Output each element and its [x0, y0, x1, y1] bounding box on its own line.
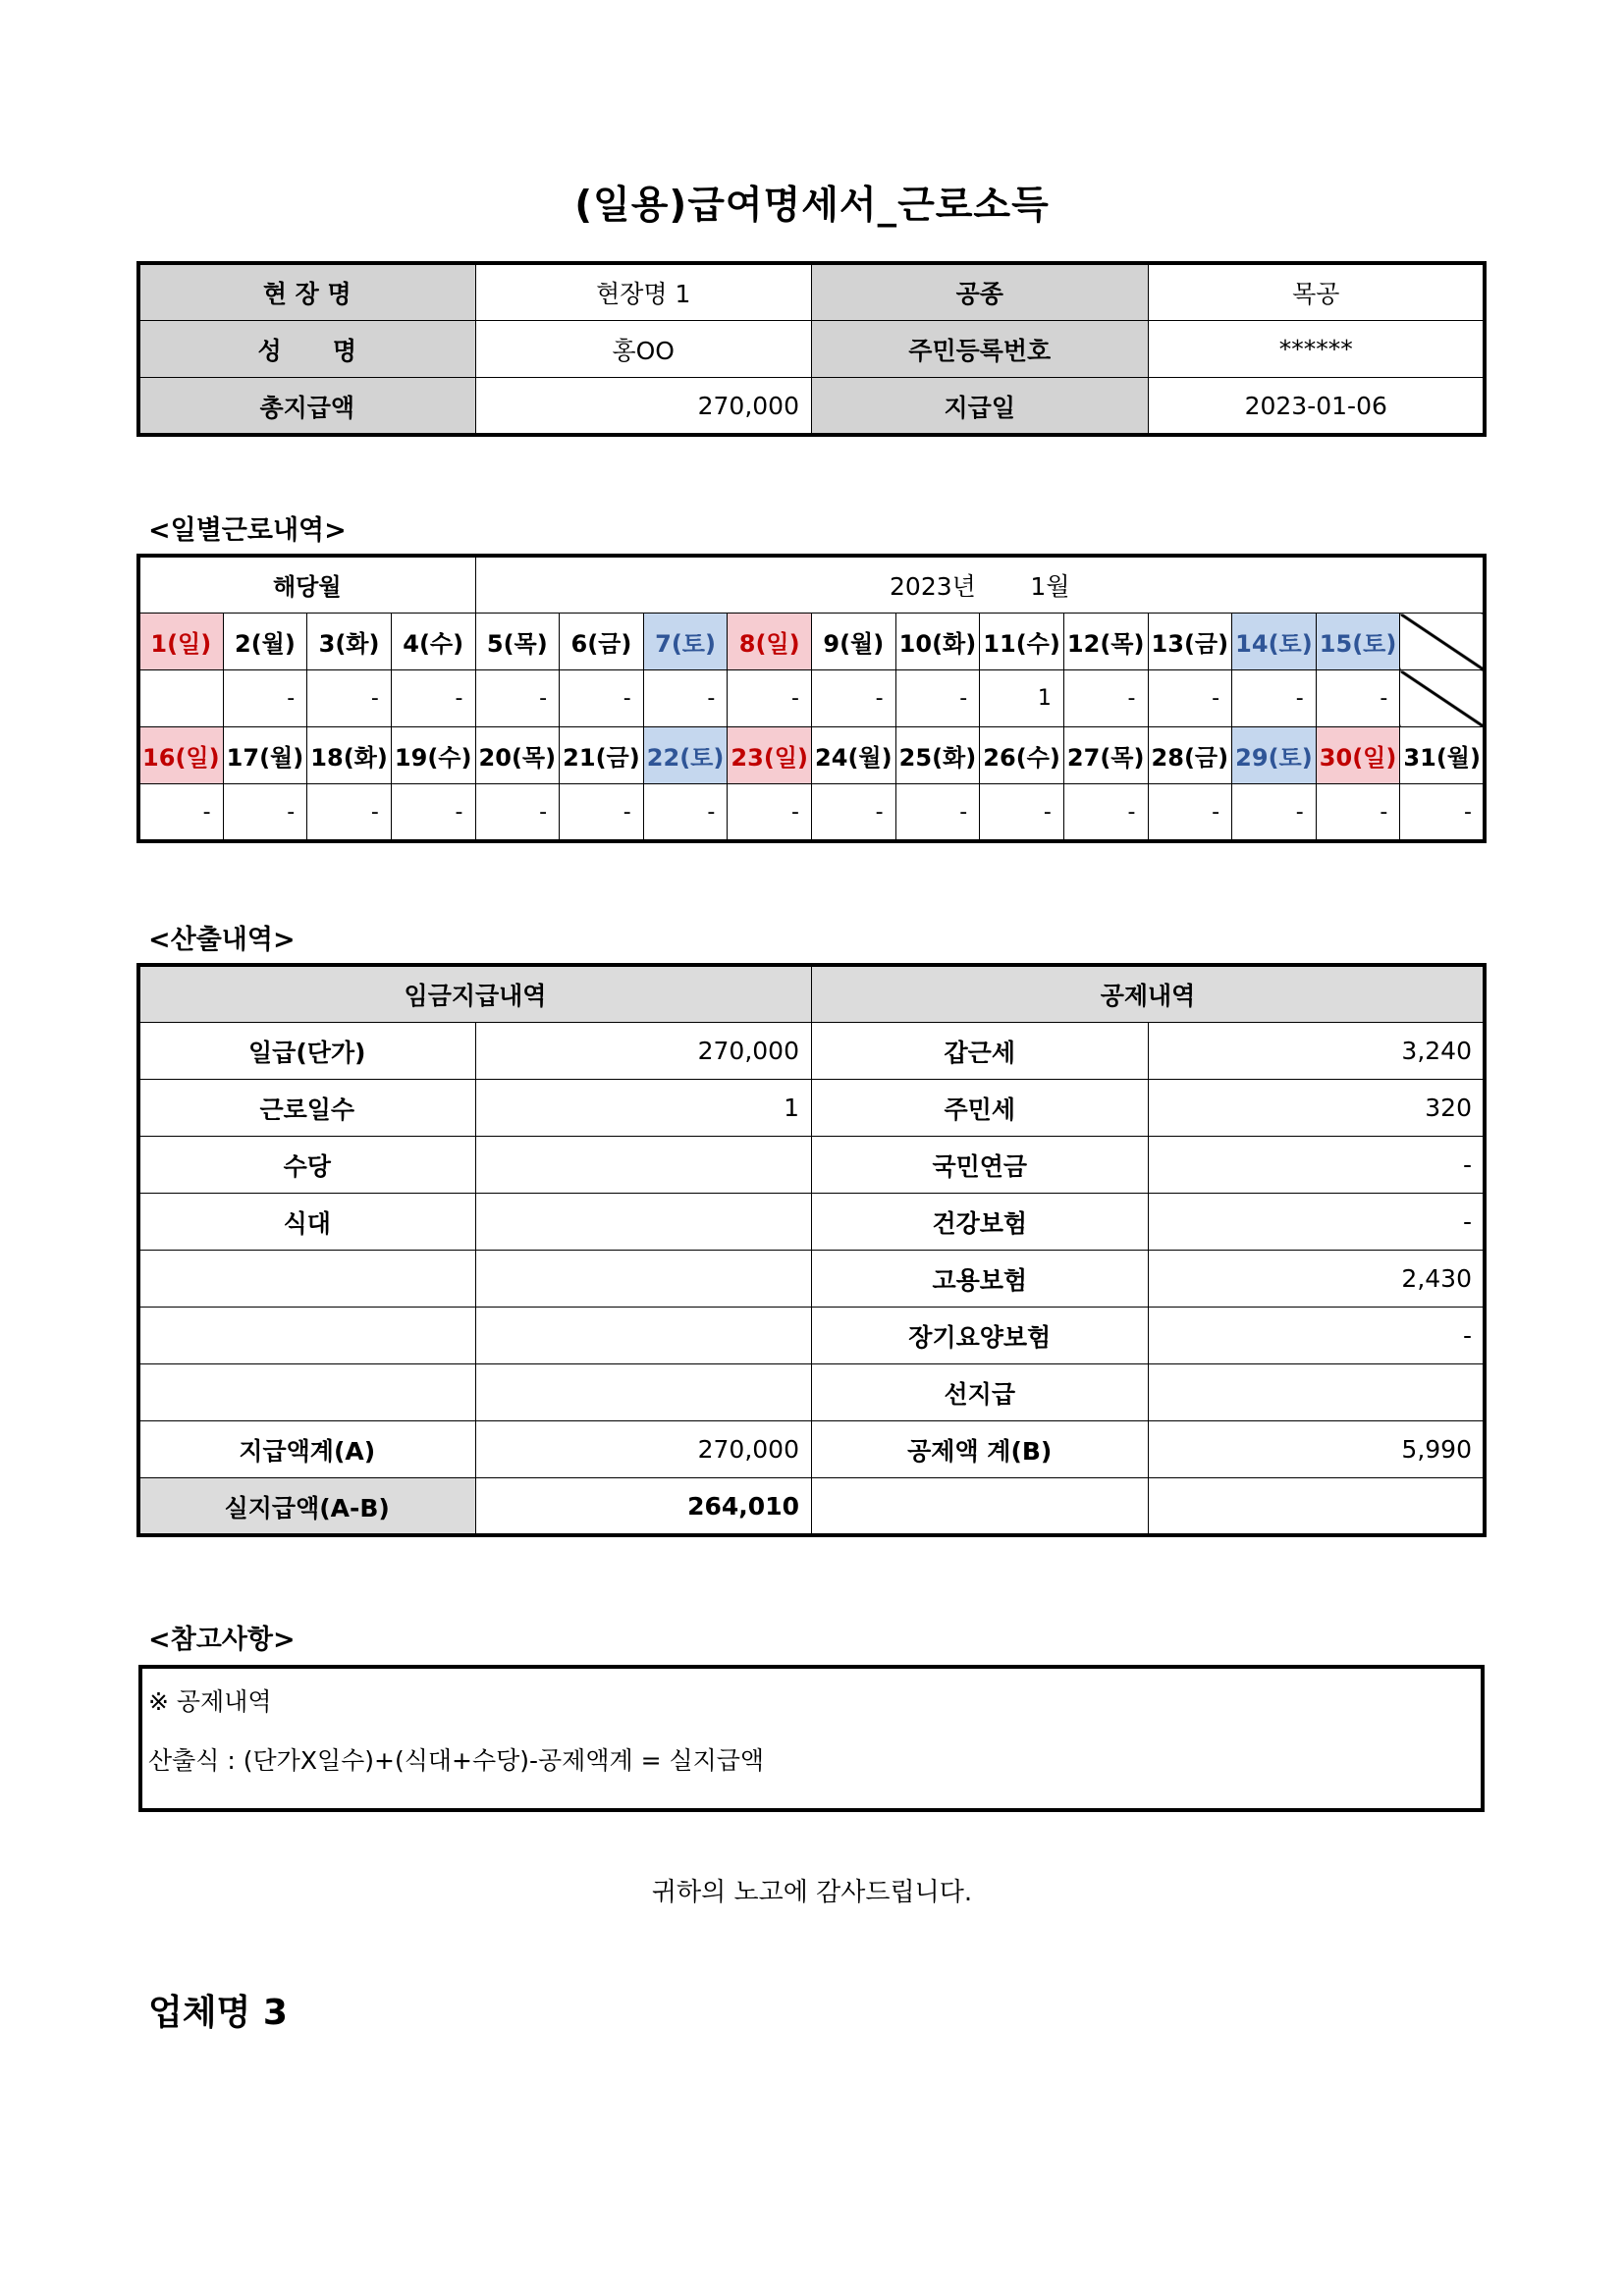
day-label: 29(토): [1232, 727, 1317, 784]
day-value: -: [560, 670, 644, 727]
calc-row: [139, 1137, 1485, 1194]
thanks-message: 귀하의 노고에 감사드립니다.: [651, 1878, 973, 1907]
day-label: 5(목): [475, 614, 560, 670]
calc-table: [138, 965, 1485, 1535]
day-value: -: [223, 670, 307, 727]
month-label: 해당월: [139, 557, 476, 614]
day-value: -: [812, 670, 896, 727]
day-label: 15(토): [1316, 614, 1400, 670]
month-row: [139, 557, 1485, 614]
deduct-item-label: 건강보험: [812, 1194, 1149, 1251]
day-label: 11(수): [980, 614, 1064, 670]
day-label: 18(화): [307, 727, 392, 784]
deduct-item-value: -: [1148, 1308, 1485, 1364]
wage-item-value: 1: [475, 1080, 812, 1137]
calc-section-title: <산출내역>: [148, 925, 296, 955]
day-label: 25(화): [895, 727, 980, 784]
calc-row: [139, 1194, 1485, 1251]
day-label: 28(금): [1148, 727, 1232, 784]
rrn-value: ******: [1148, 321, 1485, 378]
daily-section-title: <일별근로내역>: [148, 515, 347, 546]
deduct-item-label: 공제액 계(B): [812, 1421, 1149, 1478]
wage-item-value: 270,000: [475, 1421, 812, 1478]
day-value: -: [728, 670, 812, 727]
info-row: [139, 264, 1485, 321]
wage-item-label: 식대: [139, 1194, 476, 1251]
paydate-label: 지급일: [812, 378, 1149, 435]
day-value: -: [391, 784, 475, 841]
day-value: -: [139, 784, 224, 841]
day-value: -: [1232, 670, 1317, 727]
wage-item-value: 270,000: [475, 1023, 812, 1080]
empty-cell: [812, 1478, 1149, 1535]
day-value-row: [139, 784, 1485, 841]
day-value: -: [980, 784, 1064, 841]
day-label: 4(수): [391, 614, 475, 670]
rrn-label: 주민등록번호: [812, 321, 1149, 378]
empty-slash-cell: [1400, 614, 1485, 670]
day-label: 16(일): [139, 727, 224, 784]
wage-item-value: [475, 1251, 812, 1308]
day-label: 21(금): [560, 727, 644, 784]
day-label: 31(월): [1400, 727, 1485, 784]
info-table: [138, 263, 1485, 435]
company-name: 업체명 3: [148, 1993, 288, 2033]
day-label: 27(목): [1063, 727, 1148, 784]
day-label: 2(월): [223, 614, 307, 670]
day-value: -: [1232, 784, 1317, 841]
day-value: -: [1400, 784, 1485, 841]
formula-line: 산출식 : (단가X일수)+(식대+수당)-공제액계 = 실지급액: [148, 1746, 765, 1775]
calc-row: [139, 1023, 1485, 1080]
total-value: 270,000: [475, 378, 812, 435]
deduct-item-label: 선지급: [812, 1364, 1149, 1421]
day-value: -: [728, 784, 812, 841]
deduct-item-label: 주민세: [812, 1080, 1149, 1137]
deduct-item-label: 국민연금: [812, 1137, 1149, 1194]
wage-header: 임금지급내역: [139, 966, 812, 1023]
calc-row: [139, 1364, 1485, 1421]
daily-work-table: [138, 556, 1485, 841]
day-value: -: [307, 784, 392, 841]
day-label: 19(수): [391, 727, 475, 784]
info-row: [139, 378, 1485, 435]
net-label: 실지급액(A-B): [139, 1478, 476, 1535]
day-value: -: [1148, 670, 1232, 727]
day-value: -: [643, 784, 728, 841]
calc-row: [139, 1308, 1485, 1364]
day-value: -: [475, 670, 560, 727]
deduct-header: 공제내역: [812, 966, 1485, 1023]
day-value: -: [560, 784, 644, 841]
day-label: 24(월): [812, 727, 896, 784]
deduct-item-value: 2,430: [1148, 1251, 1485, 1308]
wage-item-label: 일급(단가): [139, 1023, 476, 1080]
day-value: -: [1148, 784, 1232, 841]
day-value: -: [1063, 670, 1148, 727]
day-value: -: [895, 670, 980, 727]
day-label-row: [139, 727, 1485, 784]
deduct-item-value: 320: [1148, 1080, 1485, 1137]
day-label: 23(일): [728, 727, 812, 784]
empty-cell: [1148, 1478, 1485, 1535]
wage-item-label: [139, 1308, 476, 1364]
day-label: 9(월): [812, 614, 896, 670]
deduct-item-value: 3,240: [1148, 1023, 1485, 1080]
trade-label: 공종: [812, 264, 1149, 321]
day-label: 22(토): [643, 727, 728, 784]
calc-row: [139, 1421, 1485, 1478]
wage-item-value: [475, 1194, 812, 1251]
day-value: -: [1316, 784, 1400, 841]
wage-item-label: 지급액계(A): [139, 1421, 476, 1478]
deduct-item-value: 5,990: [1148, 1421, 1485, 1478]
day-value: -: [391, 670, 475, 727]
day-label: 17(월): [223, 727, 307, 784]
info-row: [139, 321, 1485, 378]
wage-item-label: [139, 1364, 476, 1421]
deduct-item-label: 장기요양보험: [812, 1308, 1149, 1364]
day-value-row: [139, 670, 1485, 727]
name-label: 성 명: [139, 321, 476, 378]
day-label: 30(일): [1316, 727, 1400, 784]
notes-section-title: <참고사항>: [148, 1625, 296, 1655]
deduct-item-label: 고용보험: [812, 1251, 1149, 1308]
deduct-item-value: -: [1148, 1137, 1485, 1194]
notes-line: ※ 공제내역: [148, 1687, 272, 1716]
net-row: [139, 1478, 1485, 1535]
calc-header-row: [139, 966, 1485, 1023]
day-value: -: [475, 784, 560, 841]
calc-row: [139, 1080, 1485, 1137]
deduct-item-label: 갑근세: [812, 1023, 1149, 1080]
total-label: 총지급액: [139, 378, 476, 435]
wage-item-label: [139, 1251, 476, 1308]
day-label: 3(화): [307, 614, 392, 670]
day-label: 6(금): [560, 614, 644, 670]
day-value: -: [1063, 784, 1148, 841]
wage-item-label: 수당: [139, 1137, 476, 1194]
day-value: -: [812, 784, 896, 841]
empty-slash-cell: [1400, 670, 1485, 727]
site-label: 현 장 명: [139, 264, 476, 321]
day-value: -: [223, 784, 307, 841]
day-value: 1: [980, 670, 1064, 727]
notes-box: [138, 1665, 1485, 1812]
wage-item-value: [475, 1137, 812, 1194]
page-title: (일용)급여명세서_근로소득: [574, 184, 1050, 228]
day-label: 1(일): [139, 614, 224, 670]
trade-value: 목공: [1148, 264, 1485, 321]
site-value: 현장명 1: [475, 264, 812, 321]
deduct-item-value: -: [1148, 1194, 1485, 1251]
day-label: 13(금): [1148, 614, 1232, 670]
day-value: -: [307, 670, 392, 727]
calc-row: [139, 1251, 1485, 1308]
wage-item-label: 근로일수: [139, 1080, 476, 1137]
day-value: -: [895, 784, 980, 841]
wage-item-value: [475, 1308, 812, 1364]
day-label: 8(일): [728, 614, 812, 670]
day-label: 10(화): [895, 614, 980, 670]
day-label: 20(목): [475, 727, 560, 784]
day-label: 26(수): [980, 727, 1064, 784]
name-value: 홍OO: [475, 321, 812, 378]
day-label-row: [139, 614, 1485, 670]
day-value: [139, 670, 224, 727]
day-label: 12(목): [1063, 614, 1148, 670]
wage-item-value: [475, 1364, 812, 1421]
day-value: -: [643, 670, 728, 727]
deduct-item-value: [1148, 1364, 1485, 1421]
paydate-value: 2023-01-06: [1148, 378, 1485, 435]
day-value: -: [1316, 670, 1400, 727]
day-label: 7(토): [643, 614, 728, 670]
day-label: 14(토): [1232, 614, 1317, 670]
net-value: 264,010: [475, 1478, 812, 1535]
month-value: 2023년 1월: [475, 557, 1485, 614]
